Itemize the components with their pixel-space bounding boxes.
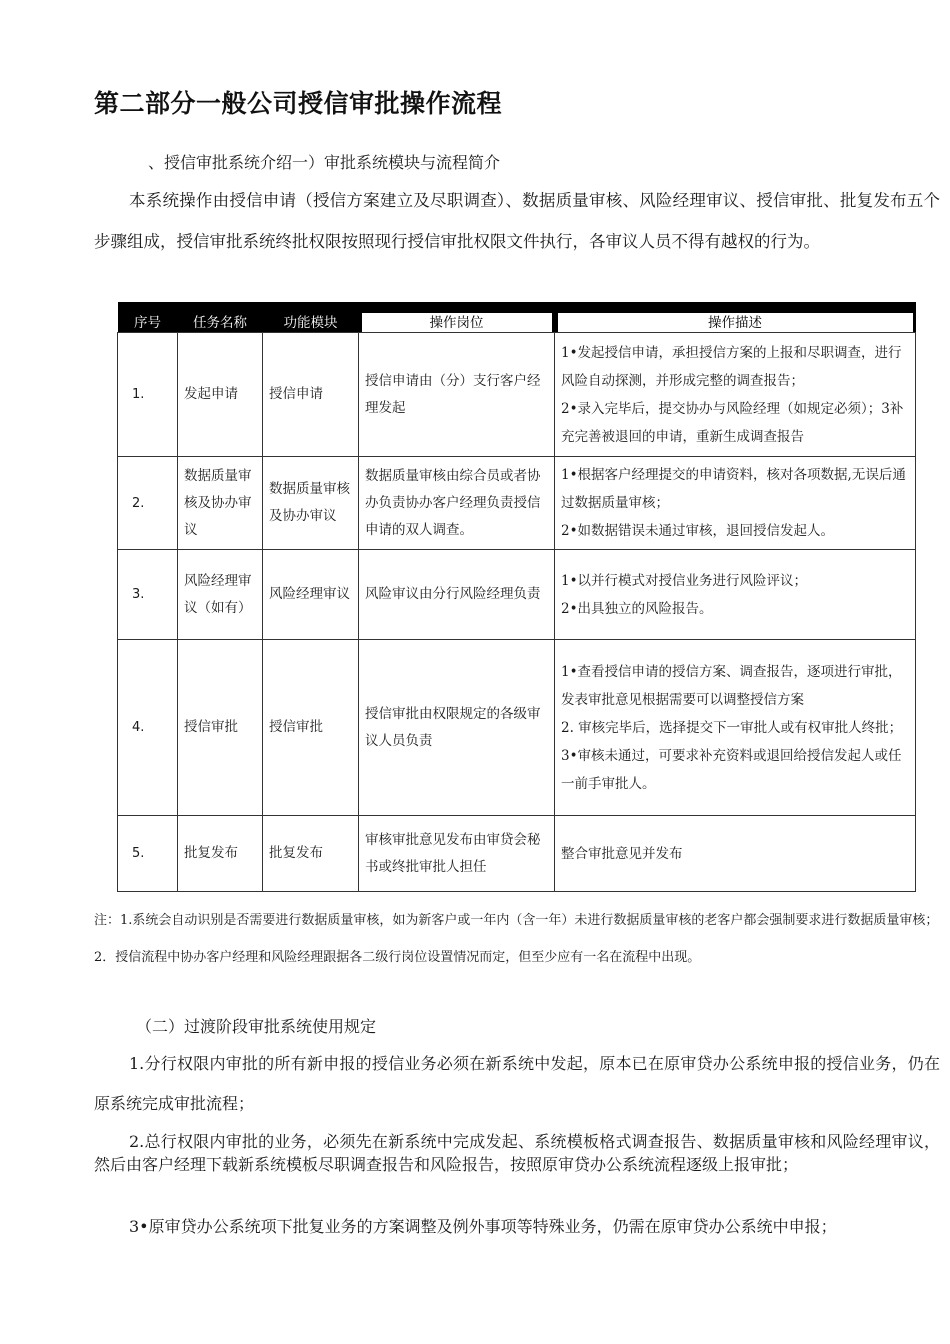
header-cell: 任务名称 bbox=[178, 302, 263, 333]
description-line: 2•出具独立的风险报告。 bbox=[561, 600, 713, 617]
page-title: 第二部分一般公司授信审批操作流程 bbox=[94, 89, 503, 118]
post-name: 授信审批由权限规定的各级审议人员负责 bbox=[359, 640, 555, 816]
module-name: 授信审批 bbox=[263, 640, 359, 816]
row-number: 4. bbox=[118, 640, 178, 816]
description-line: 1•以并行模式对授信业务进行风险评议； bbox=[561, 572, 808, 589]
intro-paragraph: 本系统操作由授信申请（授信方案建立及尽职调查）、数据质量审核、风险经理审议、授信审批、批复发布五个步骤组成，授信审批系统终批权限按照现行授信审批权限文件执行，各审议人员不得有越权的行为。 bbox=[94, 191, 940, 251]
module-name: 授信申请 bbox=[263, 333, 359, 457]
header-cell: 序号 bbox=[118, 302, 178, 333]
table-row bbox=[118, 640, 916, 816]
module-name: 批复发布 bbox=[263, 816, 359, 892]
module-name: 数据质量审核及协办审议 bbox=[263, 457, 359, 550]
table-header-row bbox=[118, 302, 916, 333]
rule-paragraph: 2.总行权限内审批的业务，必须先在新系统中完成发起、系统模板格式调查报告、数据质量审核和风险经理审议，然后由客户经理下载新系统模板尽职调查报告和风险报告，按照原审贷办公系统流程逐级上报审批； bbox=[94, 1132, 940, 1174]
description bbox=[555, 457, 916, 550]
header-cell: 操作岗位 bbox=[359, 302, 555, 333]
workflow-table bbox=[117, 302, 916, 892]
post-name: 数据质量审核由综合员或者协办负责协办客户经理负责授信申请的双人调查。 bbox=[359, 457, 555, 550]
post-name: 授信申请由（分）支行客户经理发起 bbox=[359, 333, 555, 457]
description bbox=[555, 816, 916, 892]
section1-heading: 、授信审批系统介绍一）审批系统模块与流程简介 bbox=[148, 153, 501, 172]
row-number: 2. bbox=[118, 457, 178, 550]
description-line: 1•发起授信申请，承担授信方案的上报和尽职调查，进行风险自动探测，并形成完整的调查报告； bbox=[561, 344, 902, 389]
row-number: 3. bbox=[118, 550, 178, 640]
task-name: 风险经理审议（如有） bbox=[178, 550, 263, 640]
description bbox=[555, 640, 916, 816]
table-row bbox=[118, 457, 916, 550]
description-line: 整合审批意见并发布 bbox=[561, 845, 683, 862]
table-note: 注：1.系统会自动识别是否需要进行数据质量审核，如为新客户或一年内（含一年）未进行数据质量审核的老客户都会强制要求进行数据质量审核；2．授信流程中协办客户经理和风险经理跟据各二级行岗位设置情况而定，但至少应有一名在流程中出现。 bbox=[94, 913, 939, 965]
header-cell: 功能模块 bbox=[263, 302, 359, 333]
section2-heading: （二）过渡阶段审批系统使用规定 bbox=[136, 1017, 377, 1036]
module-name: 风险经理审议 bbox=[263, 550, 359, 640]
post-name: 风险审议由分行风险经理负责 bbox=[359, 550, 555, 640]
task-name: 批复发布 bbox=[178, 816, 263, 892]
header-cell: 操作描述 bbox=[555, 302, 916, 333]
table-row bbox=[118, 816, 916, 892]
row-number: 1. bbox=[118, 333, 178, 457]
task-name: 数据质量审核及协办审议 bbox=[178, 457, 263, 550]
description-line: 2•如数据错误未通过审核，退回授信发起人。 bbox=[561, 523, 835, 539]
row-number: 5. bbox=[118, 816, 178, 892]
post-name: 审核审批意见发布由审贷会秘书或终批审批人担任 bbox=[359, 816, 555, 892]
task-name: 发起申请 bbox=[178, 333, 263, 457]
table-row bbox=[118, 333, 916, 457]
description bbox=[555, 550, 916, 640]
rule-paragraph: 1.分行权限内审批的所有新申报的授信业务必须在新系统中发起，原本已在原审贷办公系统申报的授信业务，仍在原系统完成审批流程； bbox=[94, 1054, 940, 1113]
description-line: 2. 审核完毕后，选择提交下一审批人或有权审批人终批； bbox=[561, 719, 903, 736]
description bbox=[555, 333, 916, 457]
description-line: 1•查看授信申请的授信方案、调查报告，逐项进行审批，发表审批意见根据需要可以调整授信方案 bbox=[561, 663, 902, 708]
task-name: 授信审批 bbox=[178, 640, 263, 816]
description-line: 3•审核未通过，可要求补充资料或退回给授信发起人或任一前手审批人。 bbox=[561, 747, 902, 792]
description-line: 2•录入完毕后，提交协办与风险经理（如规定必须）；3补充完善被退回的申请，重新生成调查报告 bbox=[561, 400, 904, 445]
description-line: 1•根据客户经理提交的申请资料，核对各项数据,无误后通过数据质量审核； bbox=[561, 467, 906, 511]
rule-paragraph: 3•原审贷办公系统项下批复业务的方案调整及例外事项等特殊业务，仍需在原审贷办公系统中申报； bbox=[129, 1217, 837, 1236]
table-row bbox=[118, 550, 916, 640]
